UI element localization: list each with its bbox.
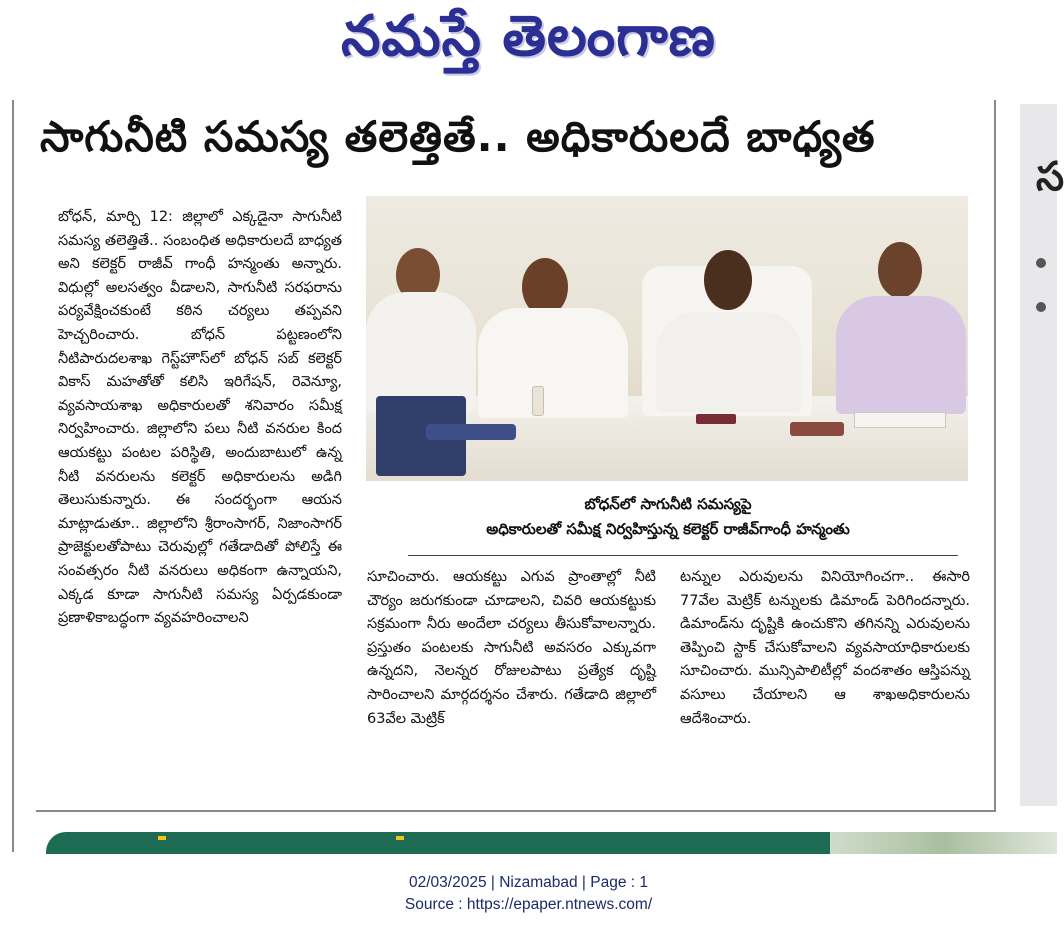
article-headline: సాగునీటి సమస్య తలెత్తితే.. అధికారులదే బాధ్యత xyxy=(40,112,876,161)
edition-info: 02/03/2025 | Nizamabad | Page : 1 xyxy=(409,874,648,891)
photo-caption-line-2: అధికారులతో సమీక్ష నిర్వహిస్తున్న కలెక్టర్ రాజీవ్‌గాంధీ హన్మంతు xyxy=(486,520,850,538)
column-divider-left xyxy=(12,100,14,852)
photo-papers xyxy=(790,422,844,436)
newspaper-logo: నమస్తే తెలంగాణ xyxy=(341,4,716,69)
source-url: Source : https://epaper.ntnews.com/ xyxy=(404,896,653,913)
photo-folder xyxy=(426,424,516,440)
photo-water-bottle xyxy=(532,386,544,416)
adjacent-bullet-icon xyxy=(1036,258,1046,268)
advertisement-image xyxy=(830,832,1057,854)
article-column-2: సూచించారు. ఆయకట్టు ఎగువ ప్రాంతాల్లో నీటి చౌర్యం జరుగకుండా చూడాలని, చివరి ఆయకట్టుకు సక్రమంగా నీరు అందేలా చర్యలు తీసుకోవాలన్నారు. ప్రస్తుతం పంటలకు సాగునీటి అవసరం ఎక్కువగా ఉన్నదని, నెలన్నర రోజులపాటు ప్రత్యేక దృష్టి సారించాలని మార్గదర్శనం చేశారు. గతేడాది జిల్లాలో 63వేల మెట్రిక్ xyxy=(367,569,656,727)
adjacent-headline-fragment: స xyxy=(1036,154,1064,200)
masthead xyxy=(0,0,1057,92)
article-column-1: బోధన్, మార్చి 12: జిల్లాలో ఎక్కడైనా సాగునీటి సమస్య తలెత్తితే.. సంబంధిత అధికారులదే బాధ్యత అని కలెక్టర్ రాజీవ్ గాంధీ హన్మంతు అన్నారు. విధుల్లో అలసత్వం వీడాలని, సాగునీటి సరఫరాను పర్యవేక్షించకుంటే కఠిన చర్యలు తప్పవని హెచ్చరించారు. బోధన్ పట్టణంలోని నీటిపారుదలశాఖ గెస్ట్‌హౌస్‌లో బోధన్ సబ్ కలెక్టర్ వికాస్ మహతోతో కలిసి ఇరిగేషన్, రెవెన్యూ, వ్యవసాయశాఖ అధికారులతో శనివారం సమీక్ష నిర్వహించారు. జిల్లాలోని పలు నీటి వనరుల కింద ఆయకట్టు పంటల పరిస్థితి, అందుబాటులో ఉన్న నీటి వనరులను కలెక్టర్ అధికారులను అడిగి తెలుసుకున్నారు. ఈ సందర్భంగా ఆయన మాట్లాడుతూ.. జిల్లాలోని శ్రీరాంసాగర్, నిజాంసాగర్ ప్రాజెక్టులతోపాటు చెరువుల్లో గతేడాదితో పోలిస్తే ఈ సంవత్సరం నీటి వనరులు అధికంగా ఉన్నాయని, ఎక్కడ కూడా సాగునీటి సమస్య ఏర్పడకుండా ప్రణాళికాబద్ధంగా వ్యవహరించాలని xyxy=(58,209,342,627)
article-column-3: టన్నుల ఎరువులను వినియోగించగా.. ఈసారి 77వేల మెట్రిక్ టన్నులకు డిమాండ్ పెరిగిందన్నారు. డిమాండ్‌ను దృష్టికి ఉంచుకొని తగినన్ని ఎరువులను తెప్పించి స్టాక్ చేసుకోవాలని వ్యవసాయాధికారులకు సూచించారు. మున్సిపాలిటీల్లో వందశాతం ఆస్తిపన్ను వసూలు చేయాలని ఆ శాఖఅధికారులను ఆదేశించారు. xyxy=(680,569,970,727)
column-divider-right xyxy=(994,100,996,812)
article-photo xyxy=(366,196,968,481)
photo-caption xyxy=(380,492,956,542)
caption-rule xyxy=(408,555,958,556)
ad-decoration xyxy=(158,836,166,840)
adjacent-bullet-icon xyxy=(1036,302,1046,312)
photo-caption-line-1: బోధన్‌లో సాగునీటి సమస్యపై xyxy=(584,495,752,513)
article-bottom-rule xyxy=(36,810,994,812)
ad-decoration xyxy=(396,836,404,840)
photo-notepad xyxy=(696,414,736,424)
photo-files xyxy=(854,412,946,428)
adjacent-article-strip xyxy=(1020,104,1064,806)
page-footer xyxy=(0,872,1057,916)
